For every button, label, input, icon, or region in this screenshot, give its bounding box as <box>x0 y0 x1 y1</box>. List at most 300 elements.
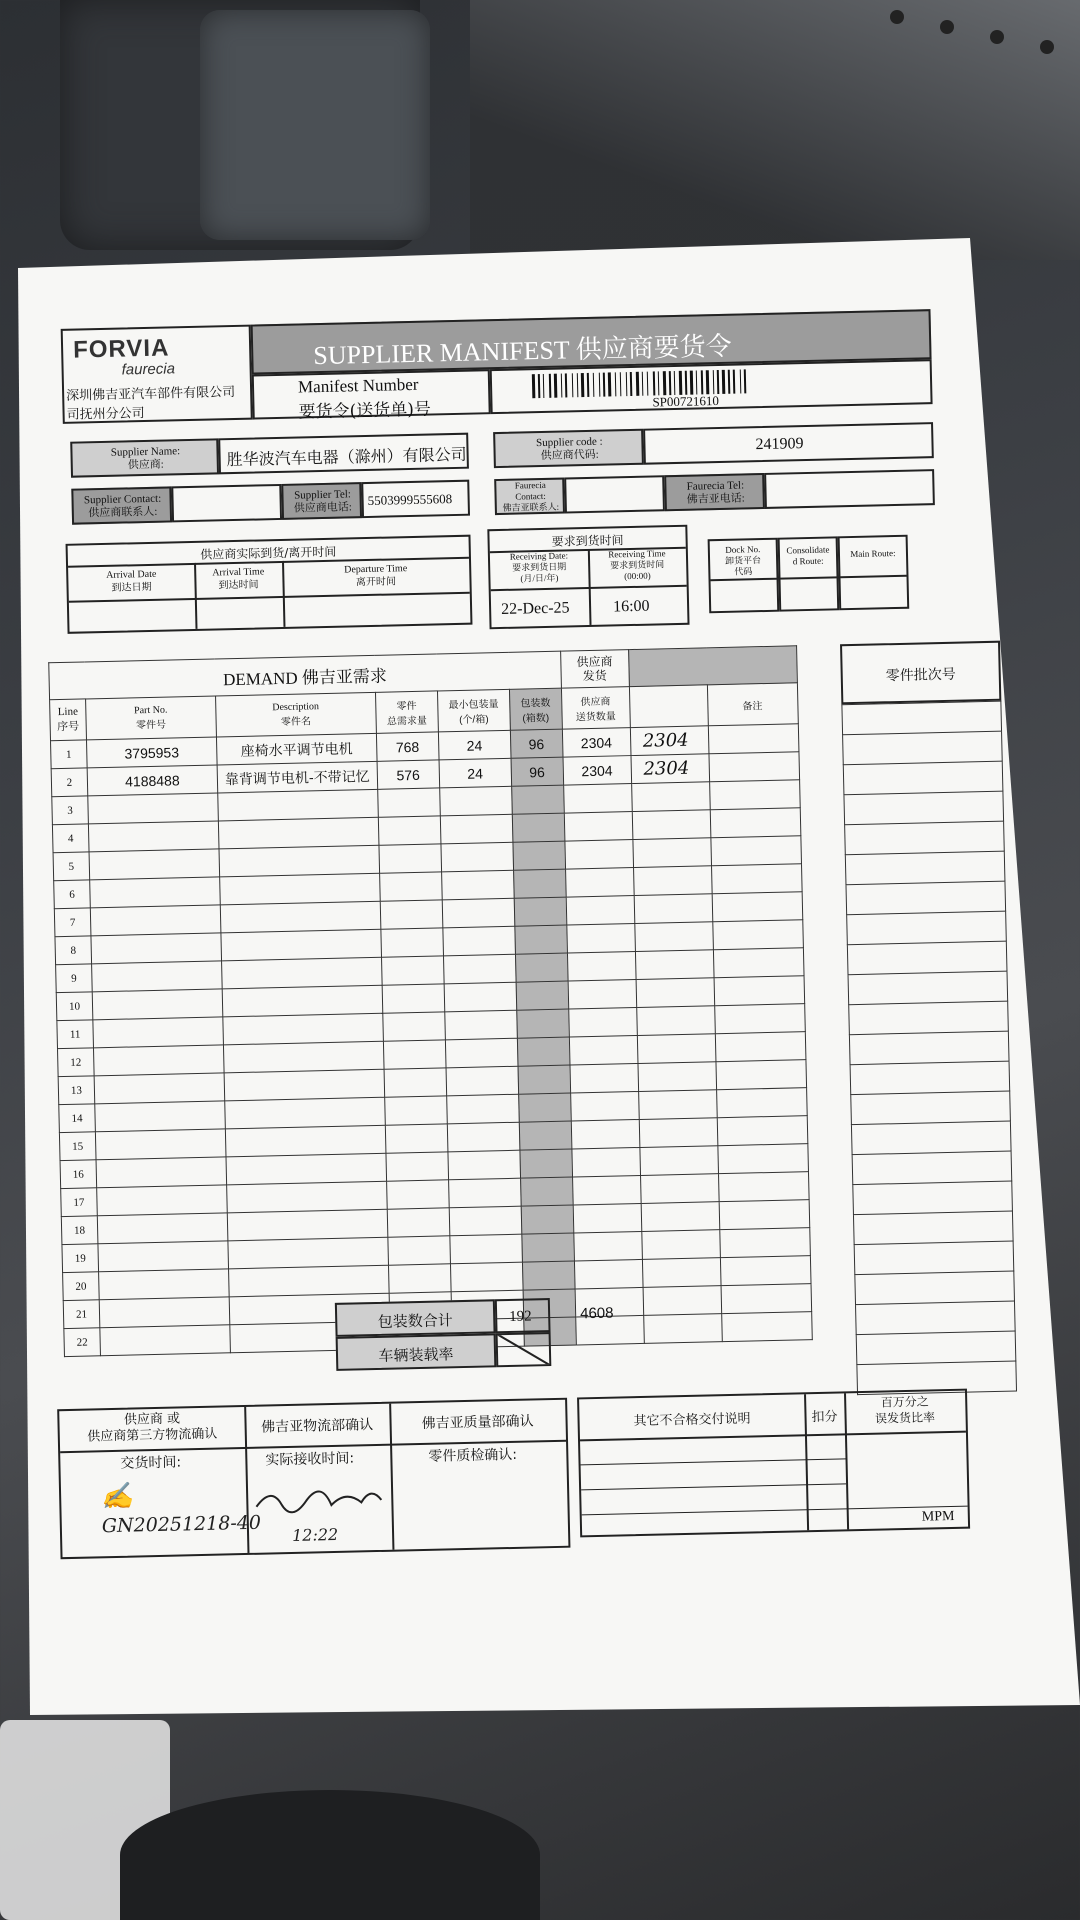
confirm-box <box>57 1398 570 1560</box>
batch-cell <box>851 1121 1011 1155</box>
dock-box: Dock No. 卸货平台 代码 <box>708 538 780 614</box>
load-rate-box <box>496 1332 552 1367</box>
table-cell <box>718 1172 809 1202</box>
table-cell <box>90 877 221 908</box>
table-cell <box>445 1010 518 1040</box>
cell-line: 19 <box>62 1244 99 1273</box>
table-cell <box>571 1119 640 1149</box>
table-cell <box>573 1203 642 1233</box>
batch-cell <box>856 1301 1016 1335</box>
table-cell <box>522 1261 575 1290</box>
col-remarks: 备注 <box>707 683 798 726</box>
barcode-bar <box>593 373 595 397</box>
required-date-value: 22-Dec-25 <box>500 599 570 618</box>
table-cell <box>226 1153 386 1185</box>
table-cell <box>721 1284 812 1314</box>
batch-cell <box>842 701 1002 735</box>
table-cell <box>567 952 636 982</box>
barcode-bar <box>717 370 720 394</box>
table-cell <box>219 845 379 877</box>
cell-line: 20 <box>63 1272 100 1301</box>
table-cell <box>719 1228 810 1258</box>
barcode-bar <box>603 373 606 397</box>
barcode-bar <box>630 372 633 396</box>
table-cell <box>638 1062 717 1092</box>
table-cell <box>572 1147 641 1177</box>
table-cell <box>381 928 444 957</box>
table-cell <box>712 892 803 922</box>
batch-cell <box>845 851 1005 885</box>
table-cell <box>565 868 634 898</box>
table-cell <box>634 922 713 952</box>
barcode-bar <box>744 369 747 393</box>
table-cell <box>99 1269 230 1300</box>
seat-panel-background <box>200 10 430 240</box>
faurecia-contact-label-box <box>494 478 565 516</box>
table-cell <box>388 1264 451 1293</box>
table-cell <box>377 788 440 817</box>
table-cell <box>379 872 442 901</box>
table-cell <box>440 814 513 844</box>
table-cell <box>573 1231 642 1261</box>
table-cell <box>97 1213 228 1244</box>
arrival-date-label: Arrival Date 到达日期 <box>106 568 157 594</box>
table-cell <box>721 1312 812 1342</box>
batch-title: 零件批次号 <box>885 666 956 685</box>
table-cell <box>218 817 378 849</box>
supplier-code-box <box>643 422 934 465</box>
batch-cell <box>845 821 1005 855</box>
supplier-handwritten-code: GN20251218-40 <box>101 1511 262 1538</box>
batch-cell <box>853 1181 1013 1215</box>
required-arrival-box: 要求到货时间 Receiving Date: 要求到货日期 (月/日/年) Receiving Time 要求到货时间 (00:00) 22-Dec-25 16:00 <box>487 525 689 630</box>
nonconform-title: 其它不合格交付说明 <box>633 1411 751 1430</box>
barcode-bar <box>653 371 656 395</box>
cell-packs: 96 <box>510 729 563 758</box>
table-cell <box>632 810 711 840</box>
barcode-bar <box>572 373 574 397</box>
table-cell <box>99 1297 230 1328</box>
table-cell <box>635 950 714 980</box>
batch-cell <box>856 1331 1016 1365</box>
barcode-bar <box>626 372 628 396</box>
table-cell <box>640 1174 719 1204</box>
barcode-bar <box>690 371 694 395</box>
supplier-name-label-box <box>70 438 219 477</box>
barcode-bar <box>561 374 563 398</box>
batch-cell <box>849 1001 1009 1035</box>
table-cell <box>442 898 515 928</box>
logistics-confirm-title: 佛吉亚物流部确认 <box>260 1417 374 1436</box>
cell-remarks <box>709 752 800 782</box>
delivery-time-label: 交货时间: <box>120 1454 182 1472</box>
table-cell <box>512 813 565 842</box>
barcode-bar <box>608 372 612 396</box>
table-cell <box>223 1013 383 1045</box>
barcode-bar <box>674 371 676 395</box>
batch-cell <box>843 761 1003 795</box>
batch-cell <box>854 1241 1014 1275</box>
supplier-handwriting: ✍ <box>100 1481 134 1513</box>
table-cell <box>643 1314 722 1344</box>
batch-cell <box>843 731 1003 765</box>
batch-cell <box>849 1031 1009 1065</box>
table-cell <box>518 1093 571 1122</box>
table-cell <box>517 1037 570 1066</box>
table-cell <box>92 961 223 992</box>
table-cell <box>448 1150 521 1180</box>
total-label: 包装数合计 <box>377 1311 453 1331</box>
table-cell <box>97 1185 228 1216</box>
barcode-bar <box>581 373 585 397</box>
barcode-bar <box>696 370 698 394</box>
table-cell <box>516 1009 569 1038</box>
cell-desc: 靠背调节电机-不带记忆 <box>217 761 377 793</box>
logo-box <box>61 325 253 424</box>
barcode-bar <box>549 374 552 398</box>
batch-cell <box>847 911 1007 945</box>
cell-line: 15 <box>59 1132 96 1161</box>
table-cell <box>227 1181 387 1213</box>
table-cell <box>637 1034 716 1064</box>
table-cell <box>631 782 710 812</box>
cell-qty: 576 <box>377 760 440 789</box>
table-cell <box>719 1200 810 1230</box>
table-cell <box>564 812 633 842</box>
cell-packs: 96 <box>511 757 564 786</box>
barcode-bar <box>532 374 536 398</box>
supplier-name-value: 胜华波汽车电器（滁州）有限公司 <box>226 444 467 470</box>
table-cell <box>381 956 444 985</box>
table-cell <box>520 1149 573 1178</box>
cell-line: 5 <box>53 852 90 881</box>
table-cell <box>711 864 802 894</box>
supplier-ship-title: 供应商 发货 <box>560 650 629 689</box>
logistics-handwritten-time: 12:22 <box>291 1524 339 1545</box>
table-cell <box>383 1040 446 1069</box>
table-cell <box>225 1097 385 1129</box>
demand-title: DEMAND 佛吉亚需求 <box>49 651 561 700</box>
col-description: Description 零件名 <box>215 692 376 737</box>
manifest-document <box>12 276 1080 1659</box>
table-cell <box>636 1006 715 1036</box>
floor-object-background <box>120 1790 540 1920</box>
supplier-confirm-title: 供应商 或 供应商第三方物流确认 <box>87 1411 218 1445</box>
batch-cell <box>855 1271 1015 1305</box>
batch-cell <box>852 1151 1012 1185</box>
col-supplier-qty: 供应商 送货数量 <box>561 687 630 730</box>
table-cell <box>91 933 222 964</box>
barcode-bar <box>565 373 568 397</box>
table-cell <box>641 1202 720 1232</box>
supplier-tel-label-box <box>281 482 362 520</box>
table-cell <box>447 1122 520 1152</box>
batch-cell <box>853 1211 1013 1245</box>
cell-line: 17 <box>61 1188 98 1217</box>
table-cell <box>222 985 382 1017</box>
col-part-no: Part No. 零件号 <box>86 696 217 740</box>
cell-ship: 2304 <box>563 756 632 786</box>
table-cell <box>643 1286 722 1316</box>
cell-part: 4188488 <box>87 765 218 796</box>
table-cell <box>710 808 801 838</box>
table-cell <box>220 873 380 905</box>
table-cell <box>716 1088 807 1118</box>
table-cell <box>92 989 223 1020</box>
ppm-label: MPM <box>921 1508 955 1525</box>
cell-ship: 2304 <box>562 728 631 758</box>
table-cell <box>717 1144 808 1174</box>
table-cell <box>218 789 378 821</box>
table-cell <box>717 1116 808 1146</box>
table-cell <box>88 821 219 852</box>
table-cell <box>89 849 220 880</box>
barcode-bar <box>642 372 644 396</box>
table-cell <box>640 1146 719 1176</box>
cell-line: 14 <box>59 1104 96 1133</box>
batch-cell <box>847 941 1007 975</box>
supplier-tel-value: 5503999555608 <box>367 491 453 508</box>
barcode-bar <box>740 369 742 393</box>
faurecia-tel-label: Faurecia Tel: 佛吉亚电话: <box>686 479 745 506</box>
table-cell <box>516 981 569 1010</box>
arrival-time-label: Arrival Time 到达时间 <box>212 566 265 592</box>
table-cell <box>567 924 636 954</box>
supplier-code-value: 241909 <box>755 435 804 454</box>
barcode-bar <box>647 372 649 396</box>
batch-table <box>841 701 1017 1395</box>
deduct-label: 扣分 <box>811 1409 838 1426</box>
barcode-bar <box>658 371 660 395</box>
table-cell <box>93 1017 224 1048</box>
table-cell <box>714 1004 805 1034</box>
quality-check-label: 零件质检确认: <box>428 1446 518 1465</box>
cell-hand: 2304 <box>630 726 709 756</box>
barcode-bar <box>538 374 541 398</box>
barcode-bar <box>679 371 683 395</box>
required-time-value: 16:00 <box>612 597 650 616</box>
faurecia-contact-label: Faurecia Contact: 佛吉亚联系人: <box>502 479 560 513</box>
barcode-bar <box>728 370 731 394</box>
table-cell <box>709 780 800 810</box>
table-cell <box>570 1064 639 1094</box>
table-cell <box>569 1036 638 1066</box>
barcode-bar <box>543 374 545 398</box>
faurecia-contact-value <box>564 475 665 513</box>
col-blank <box>629 685 708 728</box>
company-line2: 司抚州分公司 <box>66 406 145 423</box>
cell-line: 9 <box>56 964 93 993</box>
table-cell <box>633 838 712 868</box>
total-ship: 4608 <box>579 1304 614 1323</box>
cell-line: 3 <box>52 796 89 825</box>
cell-desc: 座椅水平调节电机 <box>216 733 376 765</box>
actual-arrival-box: 供应商实际到货/离开时间 Arrival Date 到达日期 Arrival Time 到达时间 Departure Time 离开时间 <box>66 535 473 634</box>
load-rate-label: 车辆装载率 <box>378 1345 454 1365</box>
cell-line: 11 <box>57 1020 94 1049</box>
cell-hand: 2304 <box>631 754 710 784</box>
table-cell <box>513 841 566 870</box>
table-cell <box>228 1265 388 1297</box>
table-cell <box>638 1090 717 1120</box>
table-cell <box>223 1041 383 1073</box>
table-cell <box>388 1236 451 1265</box>
quality-confirm-title: 佛吉亚质量部确认 <box>421 1413 534 1432</box>
table-cell <box>379 844 442 873</box>
demand-table <box>48 643 920 1357</box>
table-cell <box>224 1069 384 1101</box>
table-cell <box>382 984 445 1013</box>
barcode-bar <box>587 373 590 397</box>
table-cell <box>383 1012 446 1041</box>
table-cell <box>636 978 715 1008</box>
table-cell <box>572 1175 641 1205</box>
table-cell <box>443 954 516 984</box>
table-cell <box>568 1008 637 1038</box>
table-cell <box>448 1178 521 1208</box>
cell-line: 6 <box>54 880 91 909</box>
table-cell <box>98 1241 229 1272</box>
receive-time-label: 实际接收时间: <box>265 1450 355 1469</box>
table-cell <box>384 1068 447 1097</box>
table-cell <box>441 870 514 900</box>
table-cell <box>639 1118 718 1148</box>
supplier-tel-label: Supplier Tel: 供应商电话: <box>293 488 352 515</box>
barcode-box <box>490 359 933 414</box>
table-cell <box>96 1157 227 1188</box>
barcode-bar <box>615 372 617 396</box>
supplier-name-box <box>218 433 469 475</box>
table-cell <box>225 1125 385 1157</box>
table-cell <box>445 1038 518 1068</box>
barcode-bar <box>620 372 622 396</box>
supplier-code-label-box <box>493 429 644 468</box>
table-cell <box>93 1045 224 1076</box>
cell-line: 8 <box>55 936 92 965</box>
table-cell <box>378 816 441 845</box>
table-cell <box>444 982 517 1012</box>
table-cell <box>386 1180 449 1209</box>
faurecia-tel-label-box <box>664 473 765 511</box>
table-cell <box>450 1262 523 1292</box>
batch-cell <box>848 971 1008 1005</box>
table-cell <box>563 784 632 814</box>
table-cell <box>515 925 568 954</box>
supplier-contact-label: Supplier Contact: 供应商联系人: <box>83 492 162 520</box>
table-cell <box>715 1032 806 1062</box>
table-cell <box>228 1237 388 1269</box>
cell-line: 21 <box>63 1300 100 1329</box>
table-cell <box>712 920 803 950</box>
faurecia-tel-value <box>764 469 935 509</box>
batch-cell <box>844 791 1004 825</box>
table-cell <box>521 1205 574 1234</box>
table-cell <box>716 1060 807 1090</box>
manifest-number-label: Manifest Number 要货令(送货单)号 <box>252 369 491 419</box>
supplier-name-label: Supplier Name: 供应商: <box>110 445 181 472</box>
supplier-tel-box <box>361 480 470 518</box>
barcode-bar <box>577 373 579 397</box>
table-cell <box>642 1258 721 1288</box>
batch-cell <box>851 1091 1011 1125</box>
cell-line: 1 <box>51 740 88 769</box>
table-cell <box>221 957 381 989</box>
table-cell <box>641 1230 720 1260</box>
table-cell <box>565 840 634 870</box>
batch-title-box <box>840 641 1001 705</box>
cell-qty: 768 <box>376 732 439 761</box>
main-route-box: Main Route: <box>838 535 910 611</box>
table-cell <box>446 1094 519 1124</box>
table-cell <box>450 1234 523 1264</box>
barcode-bar <box>685 371 688 395</box>
barcode-bar <box>669 371 672 395</box>
cell-line: 13 <box>58 1076 95 1105</box>
table-cell <box>513 869 566 898</box>
table-cell <box>100 1325 231 1356</box>
table-cell <box>518 1065 571 1094</box>
table-cell <box>634 894 713 924</box>
cell-line: 12 <box>57 1048 94 1077</box>
table-cell <box>441 842 514 872</box>
col-pack-count: 包装数 (箱数) <box>509 688 562 730</box>
table-cell <box>570 1091 639 1121</box>
table-cell <box>95 1129 226 1160</box>
table-cell <box>439 786 512 816</box>
cell-line: 16 <box>60 1160 97 1189</box>
table-cell <box>514 897 567 926</box>
total-packs: 192 <box>509 1308 532 1325</box>
barcode-bar <box>733 370 736 394</box>
cell-part: 3795953 <box>86 737 217 768</box>
table-cell <box>380 900 443 929</box>
barcode-bar <box>701 370 704 394</box>
load-rate-label-box <box>336 1333 497 1371</box>
supplier-contact-label-box <box>71 486 172 524</box>
table-cell <box>713 948 804 978</box>
table-cell <box>520 1177 573 1206</box>
table-cell <box>385 1124 448 1153</box>
barcode-bar <box>663 371 667 395</box>
barcode-text: SP00721610 <box>652 392 720 410</box>
table-cell <box>221 929 381 961</box>
table-cell <box>515 953 568 982</box>
table-cell <box>522 1233 575 1262</box>
barcode-bar <box>722 370 726 394</box>
cell-remarks <box>708 724 799 754</box>
col-min-pack: 最小包装量 (个/箱) <box>437 689 510 732</box>
table-cell <box>449 1206 522 1236</box>
table-cell <box>446 1066 519 1096</box>
cell-line: 10 <box>56 992 93 1021</box>
table-cell <box>227 1209 387 1241</box>
total-packs-box <box>495 1298 551 1333</box>
table-cell <box>220 901 380 933</box>
table-cell <box>568 980 637 1010</box>
col-line: Line 序号 <box>50 699 87 741</box>
page-title: SUPPLIER MANIFEST 供应商要货令 <box>313 331 733 371</box>
table-cell <box>90 905 221 936</box>
supplier-code-label: Supplier code : 供应商代码: <box>535 435 603 463</box>
logistics-signature <box>251 1474 392 1527</box>
consolidated-route-box: Consolidate d Route: <box>778 536 840 611</box>
barcode-bar <box>599 373 601 397</box>
cell-line: 4 <box>52 824 89 853</box>
table-cell <box>511 785 564 814</box>
binder-holes <box>880 0 1080 60</box>
cell-line: 7 <box>54 908 91 937</box>
table-cell <box>384 1096 447 1125</box>
